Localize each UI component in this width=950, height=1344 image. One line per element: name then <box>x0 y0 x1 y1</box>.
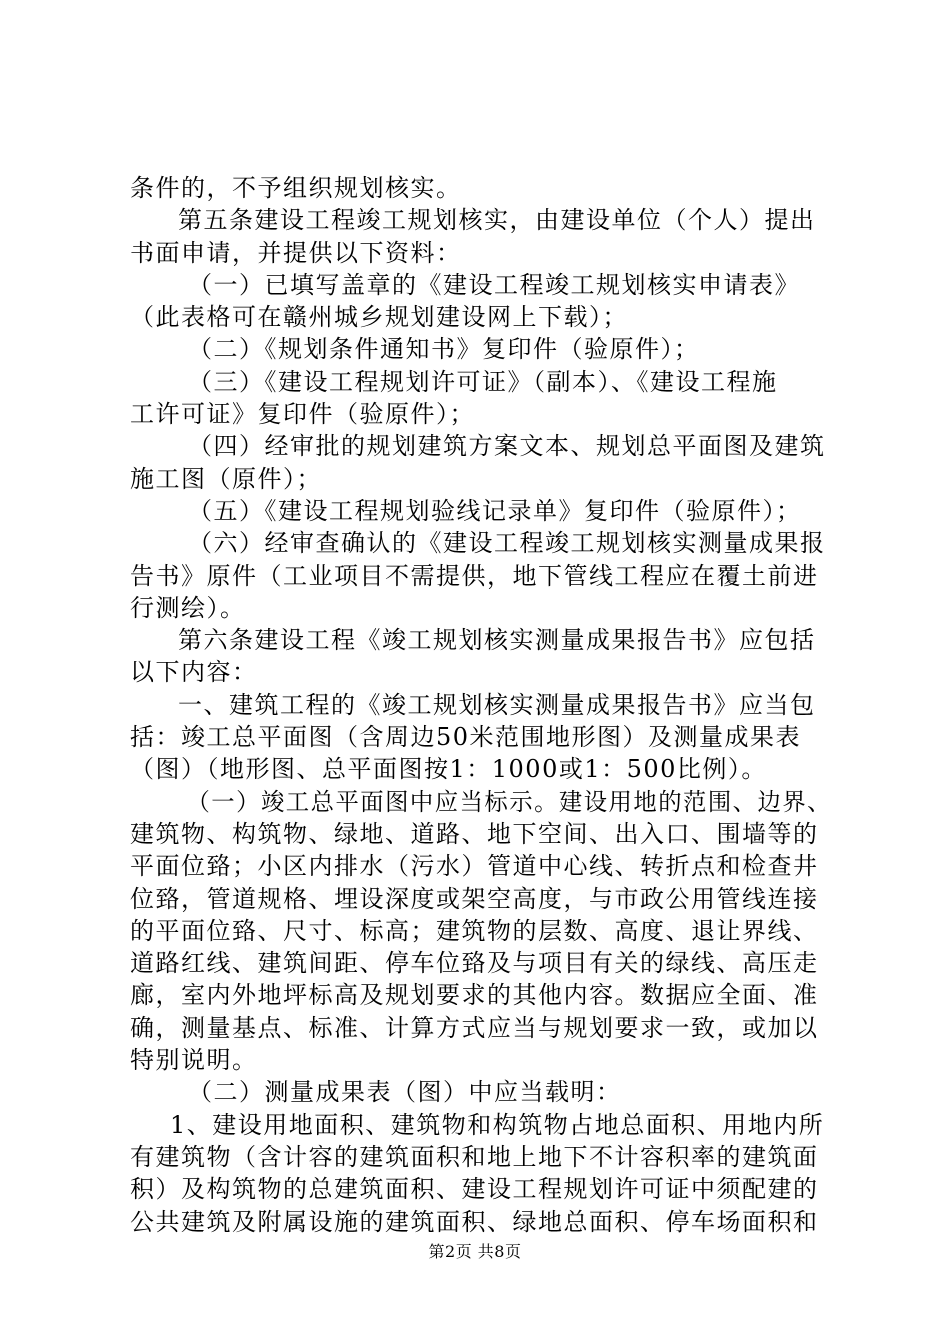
text-line: 工许可证》复印件（验原件）； <box>130 400 475 429</box>
text-line: 第五条建设工程竣工规划核实，由建设单位（个人）提出 <box>178 206 816 235</box>
text-line: 施工图（原件）； <box>130 464 322 493</box>
text-line: 第六条建设工程《竣工规划核实测量成果报告书》应包括 <box>178 626 816 655</box>
text-line: 平面位臵；小区内排水（污水）管道中心线、转折点和检查井 <box>130 852 819 881</box>
text-line: 建筑物、构筑物、绿地、道路、地下空间、出入口、围墙等的 <box>130 819 819 848</box>
text-line: 位臵，管道规格、埋设深度或架空高度，与市政公用管线连接 <box>130 884 819 913</box>
text-line: （二）《规划条件通知书》复印件（验原件）； <box>188 335 700 364</box>
document-body <box>130 172 832 1238</box>
text-line: 括：竣工总平面图（含周边50米范围地形图）及测量成果表 <box>130 723 802 752</box>
text-line: 积）及构筑物的总建筑面积、建设工程规划许可证中须配建的 <box>130 1175 819 1204</box>
text-line: （二）测量成果表（图）中应当载明： <box>188 1078 622 1107</box>
text-line: 一、建筑工程的《竣工规划核实测量成果报告书》应当包 <box>178 690 816 719</box>
text-line: （三）《建设工程规划许可证》（副本）、《建设工程施 <box>188 367 778 396</box>
text-line: （此表格可在赣州城乡规划建设网上下载）； <box>130 303 628 332</box>
text-line: 书面申请，并提供以下资料： <box>130 238 462 267</box>
text-line: 确，测量基点、标准、计算方式应当与规划要求一致，或加以 <box>130 1013 819 1042</box>
text-line: 有建筑物（含计容的建筑面积和地上地下不计容积率的建筑面 <box>130 1142 819 1171</box>
text-line: 1、建设用地面积、建筑物和构筑物占地总面积、用地内所 <box>170 1110 825 1139</box>
text-line: （一）已填写盖章的《建设工程竣工规划核实申请表》 <box>188 270 800 299</box>
text-line: 条件的，不予组织规划核实。 <box>130 174 462 202</box>
text-line: （四）经审批的规划建筑方案文本、规划总平面图及建筑 <box>188 432 826 461</box>
text-line: 特别说明。 <box>130 1046 258 1075</box>
text-line: 公共建筑及附属设施的建筑面积、绿地总面积、停车场面积和 <box>130 1207 819 1236</box>
text-line: （图）（地形图、总平面图按1：1000或1：500比例）。 <box>130 755 767 784</box>
page-footer: 第2页 共8页 <box>428 1242 522 1261</box>
text-line: （一）竣工总平面图中应当标示。建设用地的范围、边界、 <box>186 787 833 816</box>
text-line: （五）《建设工程规划验线记录单》复印件（验原件）； <box>188 496 802 525</box>
text-line: 告书》原件（工业项目不需提供，地下管线工程应在覆土前进 <box>130 561 819 590</box>
text-line: 行测绘）。 <box>130 593 246 622</box>
text-line: 以下内容： <box>130 658 258 687</box>
text-line: （六）经审查确认的《建设工程竣工规划核实测量成果报 <box>188 529 826 558</box>
text-line: 道路红线、建筑间距、停车位臵及与项目有关的绿线、高压走 <box>130 949 819 978</box>
text-line: 廊，室内外地坪标高及规划要求的其他内容。数据应全面、准 <box>130 981 819 1010</box>
text-line: 的平面位臵、尺寸、标高；建筑物的层数、高度、退让界线、 <box>130 916 819 945</box>
